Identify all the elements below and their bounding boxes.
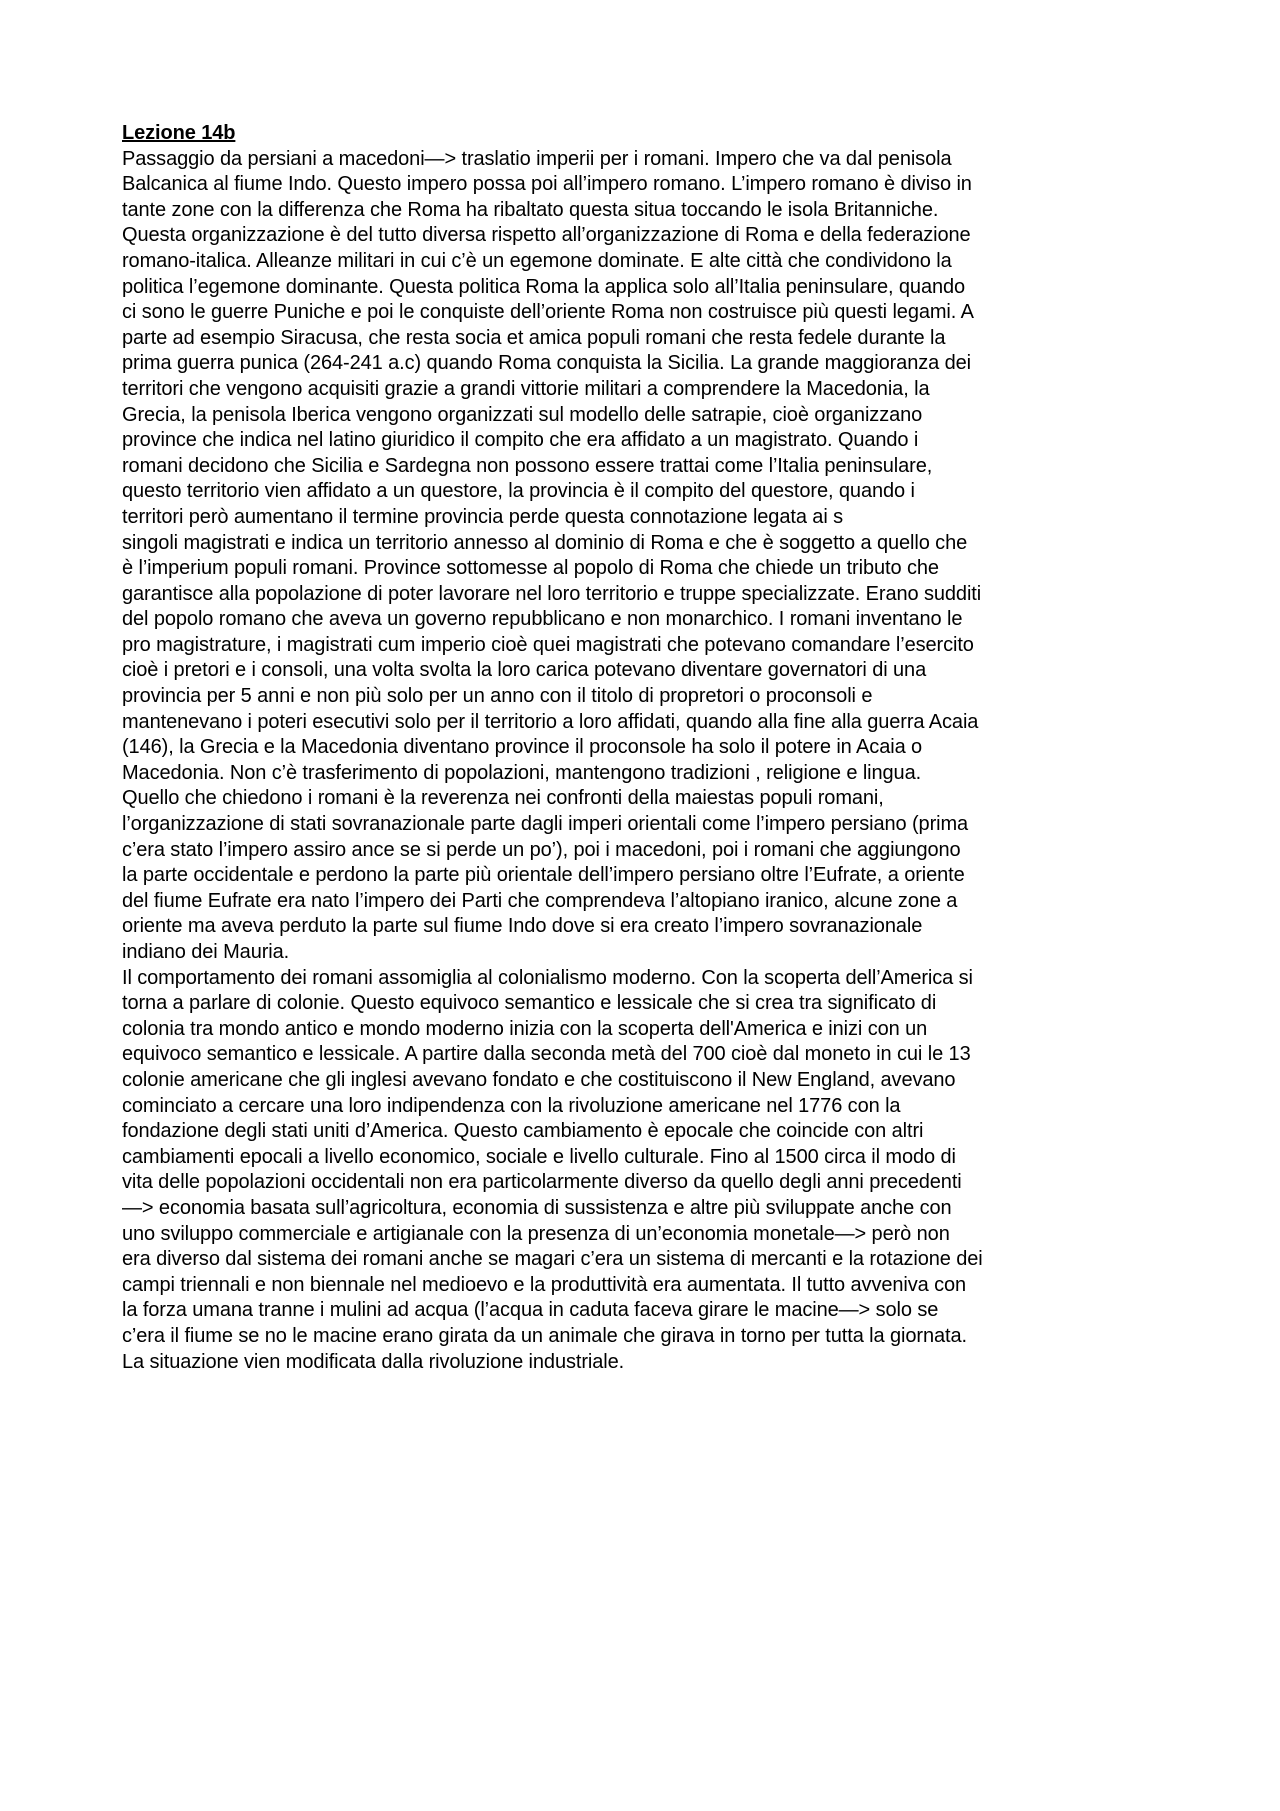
text-line: cominciato a cercare una loro indipendenza con la rivoluzione americane nel 1776 con la (122, 1094, 901, 1117)
text-line: del popolo romano che aveva un governo repubblicano e non monarchico. I romani inventano le (122, 608, 963, 631)
text-line: La situazione vien modificata dalla rivoluzione industriale. (122, 1350, 625, 1373)
text-line: oriente ma aveva perduto la parte sul fiume Indo dove si era creato l’impero sovranazionale (122, 915, 923, 938)
text-line: fondazione degli stati uniti d’America. Questo cambiamento è epocale che coincide con altri (122, 1120, 924, 1143)
text-line: equivoco semantico e lessicale. A partire dalla seconda metà del 700 cioè dal moneto in cui le 13 (122, 1043, 971, 1066)
text-line: singoli magistrati e indica un territorio annesso al dominio di Roma e che è soggetto a quello che (122, 531, 968, 554)
text-line: indiano dei Mauria. (122, 941, 290, 963)
text-line: garantisce alla popolazione di poter lavorare nel loro territorio e truppe specializzate. Erano sudditi (122, 582, 982, 605)
text-line: prima guerra punica (264-241 a.c) quando Roma conquista la Sicilia. La grande maggioranza dei (122, 352, 971, 375)
text-line: province che indica nel latino giuridico il compito che era affidato a un magistrato. Quando i (122, 429, 919, 452)
text-line: territori che vengono acquisiti grazie a grandi vittorie militari a comprendere la Macedonia, la (122, 377, 930, 400)
text-line: Balcanica al fiume Indo. Questo impero possa poi all’impero romano. L’impero romano è diviso in (122, 173, 972, 196)
text-line: la forza umana tranne i mulini ad acqua (l’acqua in caduta faceva girare le macine—> solo se (122, 1299, 939, 1322)
body-text (122, 147, 1172, 1376)
text-line: provincia per 5 anni e non più solo per un anno con il titolo di propretori o proconsoli e (122, 685, 873, 708)
text-line: del fiume Eufrate era nato l’impero dei Parti che comprendeva l’altopiano iranico, alcune zone a (122, 889, 958, 912)
text-line: cioè i pretori e i consoli, una volta svolta la loro carica potevano diventare governatori di una (122, 659, 927, 682)
text-line: territori però aumentano il termine provincia perde questa connotazione legata ai s (122, 505, 844, 528)
text-line: l’organizzazione di stati sovranazionale parte dagli imperi orientali come l’impero persiano (prima (122, 813, 969, 836)
text-line: Quello che chiedono i romani è la reverenza nei confronti della maiestas populi romani, (122, 787, 884, 810)
text-line: mantenevano i poteri esecutivi solo per il territorio a loro affidati, quando alla fine alla guerra Acaia (122, 710, 979, 733)
text-line: Il comportamento dei romani assomiglia al colonialismo moderno. Con la scoperta dell’America si (122, 966, 973, 989)
text-line: c’era il fiume se no le macine erano girata da un animale che girava in torno per tutta la giornata. (122, 1324, 967, 1347)
text-line: c’era stato l’impero assiro ance se si perde un po’), poi i macedoni, poi i romani che aggiungono (122, 838, 961, 861)
text-line: Passaggio da persiani a macedoni—> traslatio imperii per i romani. Impero che va dal penisola (122, 147, 952, 170)
text-line: campi triennali e non biennale nel medioevo e la produttività era aumentata. Il tutto avveniva con (122, 1273, 967, 1296)
document-page (122, 121, 1172, 1375)
lesson-title: Lezione 14b (122, 122, 236, 144)
text-line: era diverso dal sistema dei romani anche se magari c’era un sistema di mercanti e la rotazione dei (122, 1248, 983, 1271)
text-line: parte ad esempio Siracusa, che resta socia et amica populi romani che resta fedele durante la (122, 326, 946, 349)
text-line: Questa organizzazione è del tutto diversa rispetto all’organizzazione di Roma e della federazione (122, 224, 971, 247)
text-line: Grecia, la penisola Iberica vengono organizzati sul modello delle satrapie, cioè organizzano (122, 403, 923, 426)
text-line: cambiamenti epocali a livello economico, sociale e livello culturale. Fino al 1500 circa il modo di (122, 1145, 956, 1168)
text-line: pro magistrature, i magistrati cum imperio cioè quei magistrati che potevano comandare l’esercito (122, 633, 974, 656)
text-line: vita delle popolazioni occidentali non era particolarmente diverso da quello degli anni precedenti (122, 1171, 962, 1194)
text-line: questo territorio vien affidato a un questore, la provincia è il compito del questore, quando i (122, 480, 915, 503)
text-line: uno sviluppo commerciale e artigianale con la presenza di un’economia monetale—> però non (122, 1222, 950, 1245)
text-line: romani decidono che Sicilia e Sardegna non possono essere trattai come l’Italia peninsulare, (122, 454, 933, 477)
text-line: colonia tra mondo antico e mondo moderno inizia con la scoperta dell'America e inizi con un (122, 1017, 928, 1040)
text-line: ci sono le guerre Puniche e poi le conquiste dell’oriente Roma non costruisce più questi legami. A (122, 301, 974, 324)
text-line: (146), la Grecia e la Macedonia diventano province il proconsole ha solo il potere in Acaia o (122, 736, 923, 759)
text-line: romano-italica. Alleanze militari in cui c’è un egemone dominate. E alte città che condividono la (122, 249, 952, 272)
text-line: la parte occidentale e perdono la parte più orientale dell’impero persiano oltre l’Eufrate, a oriente (122, 864, 965, 887)
text-line: colonie americane che gli inglesi avevano fondato e che costituiscono il New England, avevano (122, 1068, 956, 1091)
text-line: politica l’egemone dominante. Questa politica Roma la applica solo all’Italia peninsulare, quando (122, 275, 966, 298)
text-line: Macedonia. Non c’è trasferimento di popolazioni, mantengono tradizioni , religione e lingua. (122, 761, 922, 784)
text-line: è l’imperium populi romani. Province sottomesse al popolo di Roma che chiede un tributo che (122, 557, 939, 580)
text-line: tante zone con la differenza che Roma ha ribaltato questa situa toccando le isola Britanniche. (122, 198, 939, 221)
text-line: —> economia basata sull’agricoltura, economia di sussistenza e altre più sviluppate anche con (122, 1196, 952, 1219)
text-line: torna a parlare di colonie. Questo equivoco semantico e lessicale che si crea tra significato di (122, 992, 937, 1015)
